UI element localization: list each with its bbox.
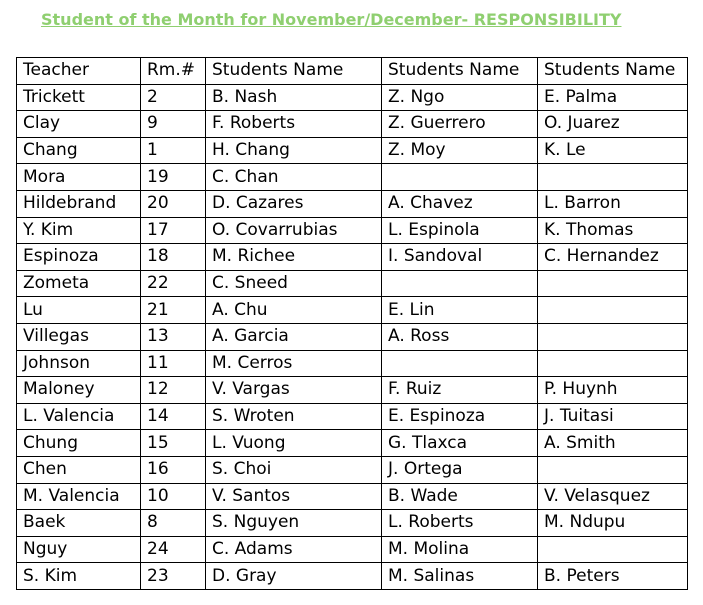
header-students-name-3: Students Name [538,58,688,85]
header-room: Rm.# [141,58,206,85]
room-cell: 24 [141,536,206,563]
student-cell-3 [538,536,688,563]
student-cell-2: B. Wade [382,483,538,510]
student-cell-2: A. Ross [382,323,538,350]
teacher-cell: Clay [17,111,141,138]
student-cell-2: E. Espinoza [382,403,538,430]
table-row [17,164,688,191]
student-cell-3 [538,270,688,297]
room-cell: 18 [141,244,206,271]
student-cell-3: C. Hernandez [538,244,688,271]
room-cell: 1 [141,137,206,164]
student-cell-1: A. Chu [206,297,382,324]
student-cell-2: Z. Moy [382,137,538,164]
student-cell-3: O. Juarez [538,111,688,138]
room-cell: 8 [141,510,206,537]
student-cell-3: B. Peters [538,563,688,590]
teacher-cell: Chung [17,430,141,457]
student-cell-1: C. Sneed [206,270,382,297]
student-cell-1: L. Vuong [206,430,382,457]
table-row [17,536,688,563]
student-cell-1: M. Cerros [206,350,382,377]
teacher-cell: Nguy [17,536,141,563]
student-cell-2: M. Molina [382,536,538,563]
student-cell-2: J. Ortega [382,456,538,483]
room-cell: 12 [141,377,206,404]
table-row [17,297,688,324]
student-cell-2: Z. Ngo [382,84,538,111]
table-row [17,111,688,138]
room-cell: 2 [141,84,206,111]
teacher-cell: Mora [17,164,141,191]
student-cell-1: B. Nash [206,84,382,111]
teacher-cell: Johnson [17,350,141,377]
student-of-month-table [16,57,688,590]
table-row [17,483,688,510]
student-cell-1: O. Covarrubias [206,217,382,244]
header-students-name-2: Students Name [382,58,538,85]
student-cell-2: E. Lin [382,297,538,324]
table-row [17,456,688,483]
table-row [17,430,688,457]
teacher-cell: L. Valencia [17,403,141,430]
teacher-cell: Y. Kim [17,217,141,244]
student-cell-2 [382,350,538,377]
teacher-cell: Espinoza [17,244,141,271]
student-cell-3: A. Smith [538,430,688,457]
room-cell: 16 [141,456,206,483]
student-cell-1: F. Roberts [206,111,382,138]
header-students-name-1: Students Name [206,58,382,85]
student-cell-3: P. Huynh [538,377,688,404]
student-cell-1: S. Choi [206,456,382,483]
table-row [17,563,688,590]
room-cell: 9 [141,111,206,138]
student-cell-2: Z. Guerrero [382,111,538,138]
student-cell-1: S. Nguyen [206,510,382,537]
student-cell-2: L. Espinola [382,217,538,244]
room-cell: 21 [141,297,206,324]
room-cell: 17 [141,217,206,244]
student-cell-3: M. Ndupu [538,510,688,537]
room-cell: 20 [141,190,206,217]
student-cell-2 [382,164,538,191]
table-row [17,350,688,377]
teacher-cell: Chen [17,456,141,483]
student-cell-1: S. Wroten [206,403,382,430]
table-row [17,510,688,537]
room-cell: 22 [141,270,206,297]
student-cell-2: L. Roberts [382,510,538,537]
student-cell-3 [538,350,688,377]
table-body [17,84,688,589]
teacher-cell: S. Kim [17,563,141,590]
student-cell-2 [382,270,538,297]
student-cell-1: C. Chan [206,164,382,191]
student-cell-1: C. Adams [206,536,382,563]
teacher-cell: M. Valencia [17,483,141,510]
student-cell-3: K. Le [538,137,688,164]
student-cell-3: J. Tuitasi [538,403,688,430]
student-cell-3: E. Palma [538,84,688,111]
teacher-cell: Chang [17,137,141,164]
table-row [17,323,688,350]
header-teacher: Teacher [17,58,141,85]
student-cell-3 [538,323,688,350]
teacher-cell: Baek [17,510,141,537]
student-cell-1: A. Garcia [206,323,382,350]
teacher-cell: Hildebrand [17,190,141,217]
room-cell: 23 [141,563,206,590]
student-cell-2: F. Ruiz [382,377,538,404]
student-cell-3 [538,456,688,483]
student-cell-3: V. Velasquez [538,483,688,510]
room-cell: 10 [141,483,206,510]
student-cell-3 [538,164,688,191]
table-row [17,217,688,244]
teacher-cell: Zometa [17,270,141,297]
student-cell-1: V. Vargas [206,377,382,404]
table-row [17,137,688,164]
room-cell: 15 [141,430,206,457]
student-cell-1: H. Chang [206,137,382,164]
student-cell-2: A. Chavez [382,190,538,217]
student-cell-2: M. Salinas [382,563,538,590]
room-cell: 13 [141,323,206,350]
table-row [17,270,688,297]
teacher-cell: Trickett [17,84,141,111]
page-title: Student of the Month for November/December- RESPONSIBILITY [41,10,622,29]
table-row [17,244,688,271]
room-cell: 11 [141,350,206,377]
student-cell-1: D. Gray [206,563,382,590]
teacher-cell: Lu [17,297,141,324]
table-row [17,190,688,217]
student-cell-2: I. Sandoval [382,244,538,271]
student-cell-3: L. Barron [538,190,688,217]
room-cell: 19 [141,164,206,191]
student-cell-1: V. Santos [206,483,382,510]
teacher-cell: Maloney [17,377,141,404]
table-row [17,403,688,430]
student-cell-1: M. Richee [206,244,382,271]
student-cell-3: K. Thomas [538,217,688,244]
student-cell-3 [538,297,688,324]
table-row [17,84,688,111]
teacher-cell: Villegas [17,323,141,350]
student-cell-2: G. Tlaxca [382,430,538,457]
table-row [17,377,688,404]
header-row [17,58,688,85]
student-cell-1: D. Cazares [206,190,382,217]
room-cell: 14 [141,403,206,430]
